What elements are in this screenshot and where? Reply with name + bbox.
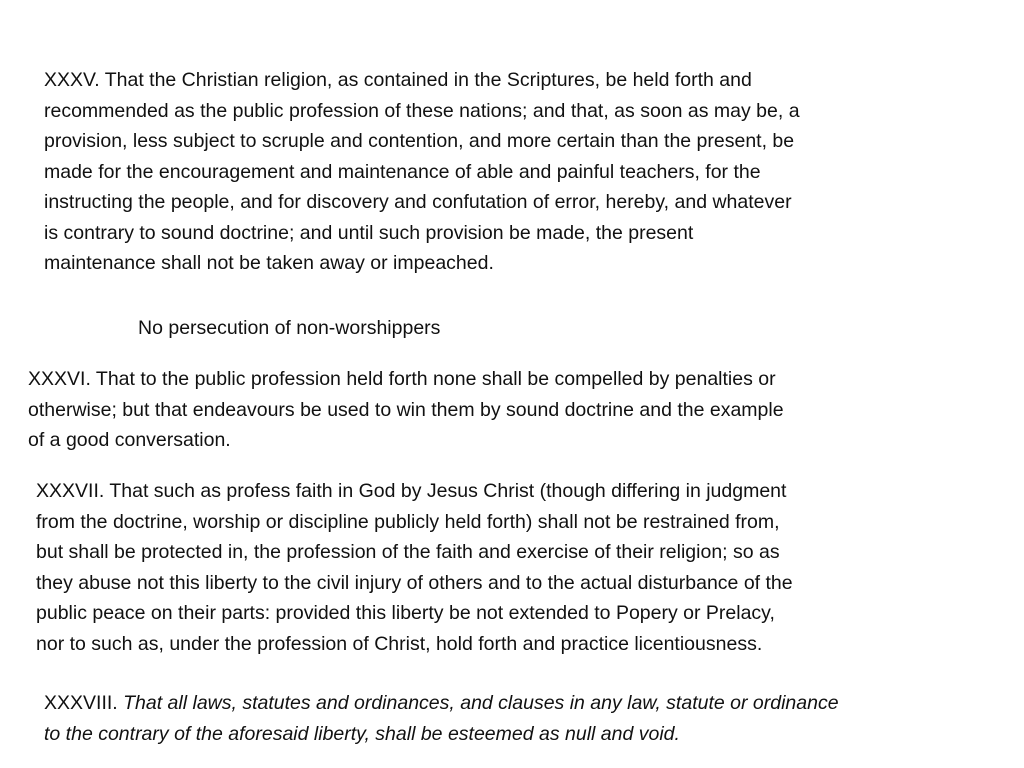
- article-38-number: XXXVIII.: [44, 692, 124, 714]
- article-37-paragraph: XXXVII. That such as profess faith in God by Jesus Christ (though differing in judgment from the doctrine, worship or discipline publicly held forth) shall not be restrained from, but shall be protected in, the profession of the faith and exercise of their religion; so as they abuse not this liberty to the civil injury of others and to the actual disturbance of the public peace on their parts: provided this liberty be not extended to Popery or Prelacy, nor to such as, under the profession of Christ, hold forth and practice licentiousness.: [36, 480, 793, 655]
- article-35-paragraph: XXXV. That the Christian religion, as contained in the Scriptures, be held forth and recommended as the public profession of these nations; and that, as soon as may be, a provision, less subject to scruple and contention, and more certain than the present, be made for the encouragement and maintenance of able and painful teachers, for the instructing the people, and for discovery and confutation of error, hereby, and whatever is contrary to sound doctrine; and until such provision be made, the present maintenance shall not be taken away or impeached.: [44, 69, 800, 274]
- sidenote-heading: No persecution of non-worshippers: [138, 317, 441, 339]
- article-38-text: That all laws, statutes and ordinances, and clauses in any law, statute or ordinance to the contrary of the aforesaid liberty, shall be esteemed as null and void.: [44, 692, 839, 745]
- article-38-paragraph: [44, 688, 1019, 749]
- article-36-paragraph: XXXVI. That to the public profession held forth none shall be compelled by penalties or otherwise; but that endeavours be used to win them by sound doctrine and the example of a good conversation.: [28, 368, 784, 451]
